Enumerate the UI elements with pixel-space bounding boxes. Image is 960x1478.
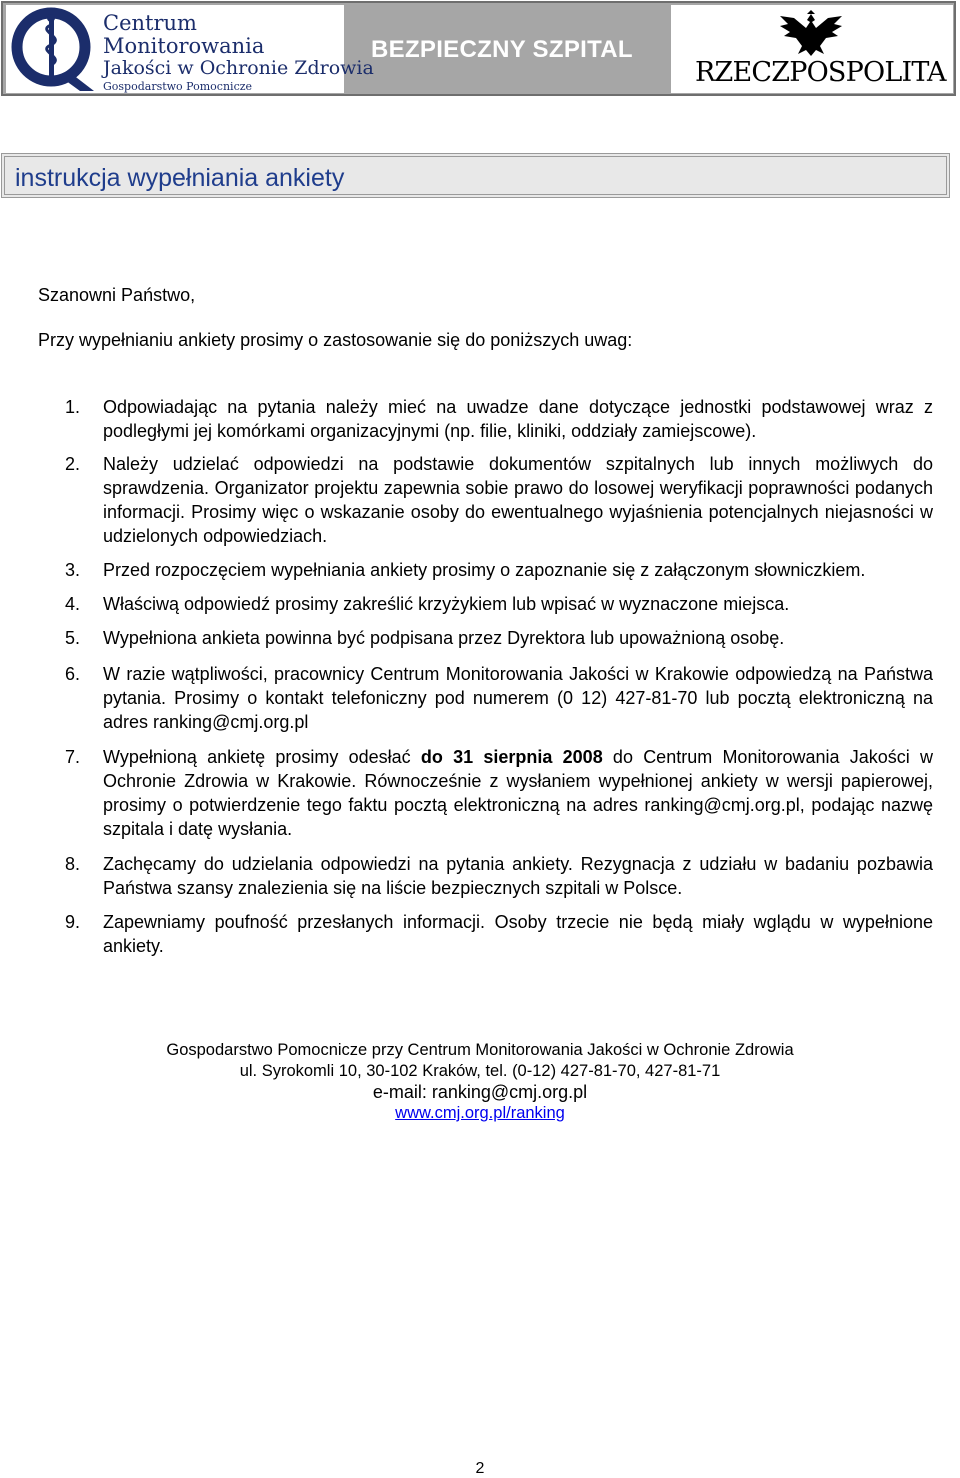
item-number: 4. (65, 594, 81, 614)
rzeczpospolita-wordmark: RZECZPOSPOLITA (695, 57, 946, 88)
item-text: Należy udzielać odpowiedzi na podstawie dokumentów szpitalnych lub innych możliwych do sprawdzenia. Organizator projektu zapewnia sobie prawo do losowej weryfikacji poprawności podanych informacji. Prosimy więc o wskazanie osoby do ewentualnego wyjaśnienia potencjalnych niejasności w udzielonych odpowiedziach. (103, 454, 933, 546)
header-banner (1, 1, 956, 96)
section-title-bar (1, 153, 950, 198)
deadline-date: do 31 sierpnia 2008 (420, 747, 603, 767)
cmj-q-caduceus-icon (6, 5, 102, 93)
page-title: instrukcja wypełniania ankiety (15, 164, 345, 192)
item-text-part: Wypełnioną ankietę prosimy odesłać (103, 747, 421, 767)
item-text: W razie wątpliwości, pracownicy Centrum Monitorowania Jakości w Krakowie odpowiedzą na Państwa pytania. Prosimy o kontakt telefoniczny pod numerem (0 12) 427-81-70 lub pocztą elektroniczną na adres ranking@cmj.org.pl (103, 664, 933, 732)
item-number: 2. (65, 454, 81, 474)
list-item (65, 395, 933, 443)
logo-text-line3: Jakości w Ochronie Zdrowia (103, 57, 374, 79)
list-item (65, 592, 933, 616)
item-text: Właściwą odpowiedź prosimy zakreślić krzyżykiem lub wpisać w wyznaczone miejsca. (103, 594, 790, 614)
program-title: BEZPIECZNY SZPITAL (371, 36, 633, 63)
eagle-icon (776, 10, 846, 58)
item-number: 7. (65, 747, 81, 767)
item-number: 5. (65, 628, 81, 648)
footer-website-link[interactable]: www.cmj.org.pl/ranking (395, 1104, 565, 1122)
list-item (65, 745, 933, 841)
footer (0, 1040, 960, 1124)
item-text: Zapewniamy poufność przesłanych informacji. Osoby trzecie nie będą miały wglądu w wypełnione ankiety. (103, 912, 933, 956)
item-text-part: do Centrum Monitorowania Jakości w Ochronie Zdrowia w Krakowie. Równocześnie z wysłaniem wypełnionej ankiety w wersji papierowej, prosimy o potwierdzenie tego faktu pocztą elektroniczną na adres ranking@cmj.org.pl, podając nazwę szpitala i datę wysłania. (103, 747, 933, 839)
item-number: 9. (65, 912, 81, 932)
list-item (65, 910, 933, 958)
item-text: Wypełniona ankieta powinna być podpisana przez Dyrektora lub upoważnioną osobę. (103, 628, 785, 648)
list-item (65, 452, 933, 548)
footer-email: e-mail: ranking@cmj.org.pl (372, 1082, 588, 1102)
instruction-list (65, 395, 933, 958)
logo-text-line2: Monitorowania (103, 34, 265, 58)
item-text: Odpowiadając na pytania należy mieć na uwadze dane dotyczące jednostki podstawowej wraz z podległymi jej komórkami organizacyjnymi (np. filie, kliniki, oddziały zamiejscowe). (103, 397, 933, 441)
item-number: 8. (65, 854, 81, 874)
list-item (65, 626, 933, 650)
list-item (65, 662, 933, 734)
rzeczpospolita-logo (671, 5, 953, 93)
item-number: 6. (65, 664, 81, 684)
greeting: Szanowni Państwo, (38, 285, 196, 305)
logo-text-line4: Gospodarstwo Pomocnicze (103, 80, 253, 93)
item-text: Zachęcamy do udzielania odpowiedzi na pytania ankiety. Rezygnacja z udziału w badaniu pozbawia Państwa szansy znalezienia się na liście bezpiecznych szpitali w Polsce. (103, 854, 933, 898)
page-number: 2 (475, 1460, 485, 1477)
logo-text-line1: Centrum (103, 11, 197, 35)
list-item (65, 852, 933, 900)
footer-organization: Gospodarstwo Pomocnicze przy Centrum Monitorowania Jakości w Ochronie Zdrowia (166, 1041, 794, 1059)
intro-text: Przy wypełnianiu ankiety prosimy o zastosowanie się do poniższych uwag: (38, 330, 633, 350)
list-item (65, 558, 933, 582)
item-number: 1. (65, 397, 81, 417)
footer-address: ul. Syrokomli 10, 30-102 Kraków, tel. (0-12) 427-81-70, 427-81-71 (239, 1062, 721, 1080)
cmj-logo (6, 5, 374, 93)
item-number: 3. (65, 560, 81, 580)
item-text: Przed rozpoczęciem wypełniania ankiety prosimy o zapoznanie się z załączonym słowniczkiem. (103, 560, 866, 580)
